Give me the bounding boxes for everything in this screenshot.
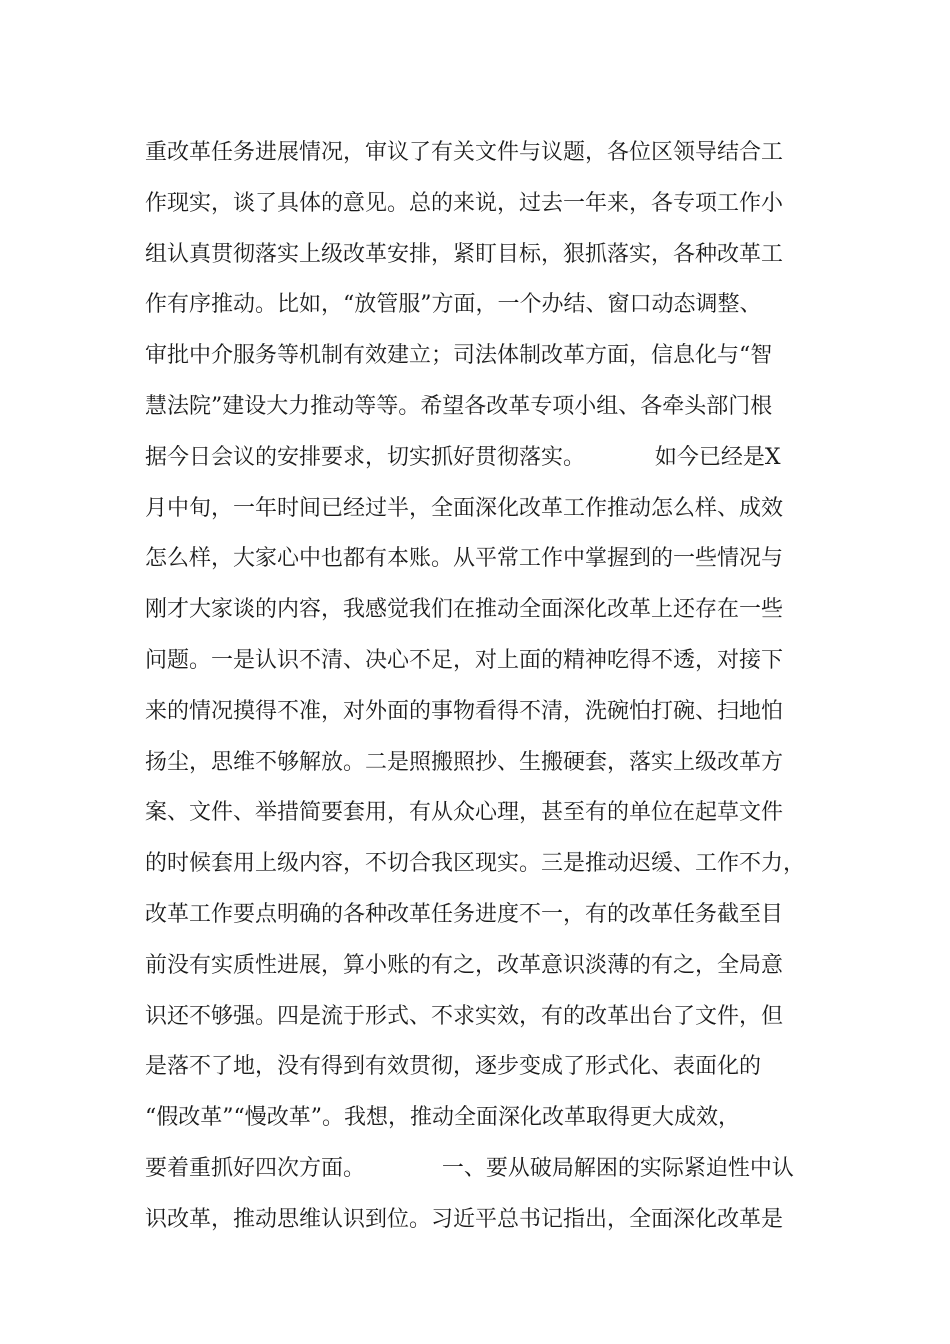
text-line: 怎么样，大家心中也都有本账。从平常工作中掌握到的一些情况与 (145, 546, 784, 572)
text-line: 案、文件、举措简要套用，有从众心理，甚至有的单位在起草文件 (145, 800, 784, 826)
text-line: 识改革，推动思维认识到位。习近平总书记指出，全面深化改革是 (145, 1206, 784, 1232)
text-line: 月中旬，一年时间已经过半，全面深化改革工作推动怎么样、成效 (145, 495, 784, 521)
text-line: 问题。一是认识不清、决心不足，对上面的精神吃得不透，对接下 (145, 647, 784, 673)
text-line: 要着重抓好四次方面。 一、要从破局解困的实际紧迫性中认 (145, 1155, 794, 1181)
text-line: 的时候套用上级内容，不切合我区现实。三是推动迟缓、工作不力， (145, 851, 806, 877)
text-line: 刚才大家谈的内容，我感觉我们在推动全面深化改革上还存在一些 (145, 597, 784, 623)
text-line: 识还不够强。四是流于形式、不求实效，有的改革出台了文件，但 (145, 1003, 784, 1029)
text-line: 组认真贯彻落实上级改革安排，紧盯目标，狠抓落实，各种改革工 (145, 241, 784, 267)
text-line: 据今日会议的安排要求，切实抓好贯彻落实。 如今已经是X (145, 444, 781, 470)
text-line: 改革工作要点明确的各种改革任务进度不一，有的改革任务截至目 (145, 901, 784, 927)
text-line: 是落不了地，没有得到有效贯彻，逐步变成了形式化、表面化的 (145, 1054, 762, 1080)
text-line: 重改革任务进展情况，审议了有关文件与议题，各位区领导结合工 (145, 140, 784, 165)
text-line: 作有序推动。比如，“放管服”方面，一个办结、窗口动态调整、 (145, 292, 762, 318)
text-line: 审批中介服务等机制有效建立；司法体制改革方面，信息化与“智 (145, 343, 773, 369)
text-line: 作现实，谈了具体的意见。总的来说，过去一年来，各专项工作小 (145, 190, 784, 216)
body-text (145, 128, 825, 1246)
text-line: 扬尘，思维不够解放。二是照搬照抄、生搬硬套，落实上级改革方 (145, 749, 784, 775)
text-line: 前没有实质性进展，算小账的有之，改革意识淡薄的有之，全局意 (145, 952, 784, 978)
text-line: 慧法院”建设大力推动等等。希望各改革专项小组、各牵头部门根 (145, 393, 773, 419)
text-line: “假改革”“慢改革”。我想，推动全面深化改革取得更大成效， (145, 1105, 740, 1131)
text-line: 来的情况摸得不准，对外面的事物看得不清，洗碗怕打碗、扫地怕 (145, 698, 784, 724)
